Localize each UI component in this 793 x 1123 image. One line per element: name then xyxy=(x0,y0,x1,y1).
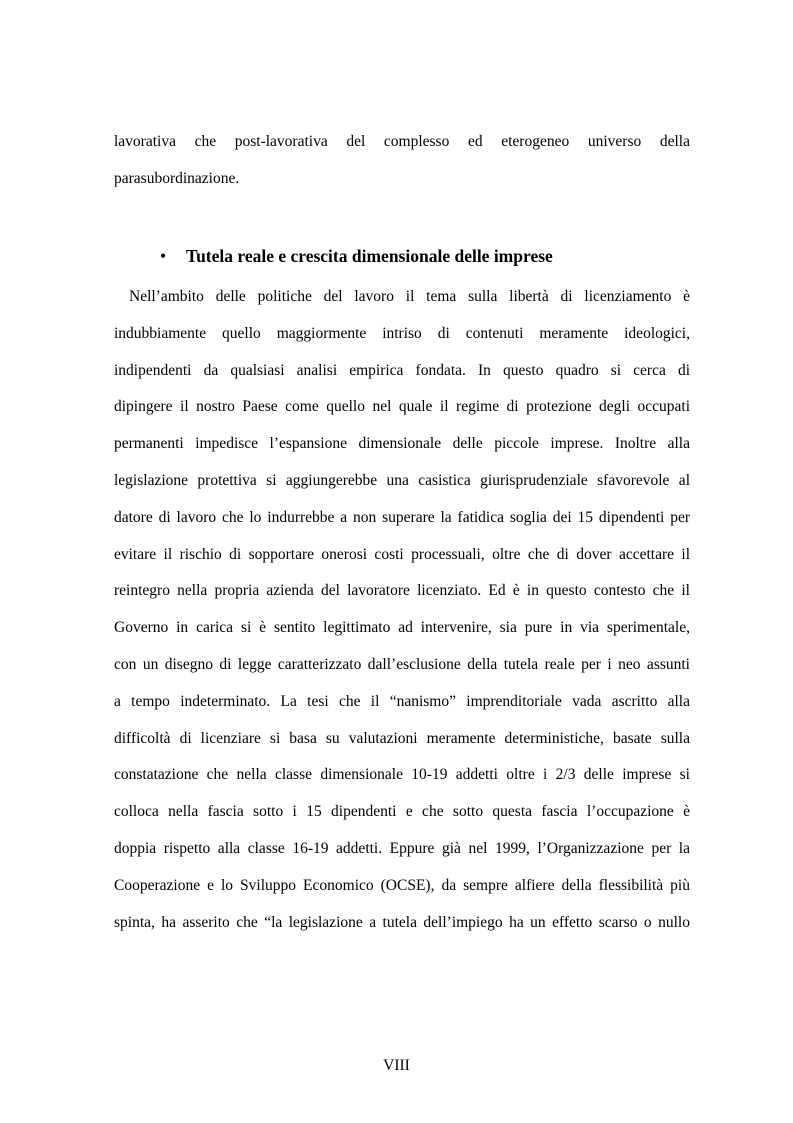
paragraph-line: colloca nella fascia sotto i 15 dipendenti e che sotto questa fascia l’occupazione è xyxy=(114,803,690,820)
carry-over-line: parasubordinazione. xyxy=(114,170,240,187)
paragraph-line: difficoltà di licenziare si basa su valutazioni meramente deterministiche, basate sulla xyxy=(114,730,690,747)
carry-over-line: lavorativa che post-lavorativa del complesso ed eterogeneo universo della xyxy=(114,133,690,150)
paragraph-line: spinta, ha asserito che “la legislazione a tutela dell’impiego ha un effetto scarso o nullo xyxy=(114,914,690,931)
paragraph-line: Nell’ambito delle politiche del lavoro il tema sulla libertà di licenziamento è xyxy=(129,288,690,305)
paragraph-line: legislazione protettiva si aggiungerebbe una casistica giurisprudenziale sfavorevole al xyxy=(114,472,690,489)
paragraph-line: permanenti impedisce l’espansione dimensionale delle piccole imprese. Inoltre alla xyxy=(114,435,690,452)
paragraph-line: evitare il rischio di sopportare onerosi costi processuali, oltre che di dover accettare il xyxy=(114,546,690,563)
paragraph-line: dipingere il nostro Paese come quello nel quale il regime di protezione degli occupati xyxy=(114,398,690,415)
paragraph-line: con un disegno di legge caratterizzato dall’esclusione della tutela reale per i neo assunti xyxy=(114,656,690,673)
paragraph-line: indubbiamente quello maggiormente intriso di contenuti meramente ideologici, xyxy=(114,325,690,342)
paragraph-line: Cooperazione e lo Sviluppo Economico (OCSE), da sempre alfiere della flessibilità più xyxy=(114,877,690,894)
paragraph-line: reintegro nella propria azienda del lavoratore licenziato. Ed è in questo contesto che il xyxy=(114,582,690,599)
paragraph-line: a tempo indeterminato. La tesi che il “nanismo” imprenditoriale vada ascritto alla xyxy=(114,693,690,710)
page-number: VIII xyxy=(383,1057,410,1074)
paragraph-line: constatazione che nella classe dimensionale 10-19 addetti oltre i 2/3 delle imprese si xyxy=(114,766,690,783)
paragraph-line: Governo in carica si è sentito legittimato ad intervenire, sia pure in via sperimentale, xyxy=(114,619,690,636)
paragraph-line: indipendenti da qualsiasi analisi empirica fondata. In questo quadro si cerca di xyxy=(114,362,690,379)
paragraph-line: doppia rispetto alla classe 16-19 addetti. Eppure già nel 1999, l’Organizzazione per la xyxy=(114,840,690,857)
paragraph-line: datore di lavoro che lo indurrebbe a non superare la fatidica soglia dei 15 dipendenti per xyxy=(114,509,690,526)
bullet-icon: • xyxy=(160,246,167,266)
section-heading xyxy=(160,244,553,268)
section-heading-text: Tutela reale e crescita dimensionale delle imprese xyxy=(186,246,553,266)
